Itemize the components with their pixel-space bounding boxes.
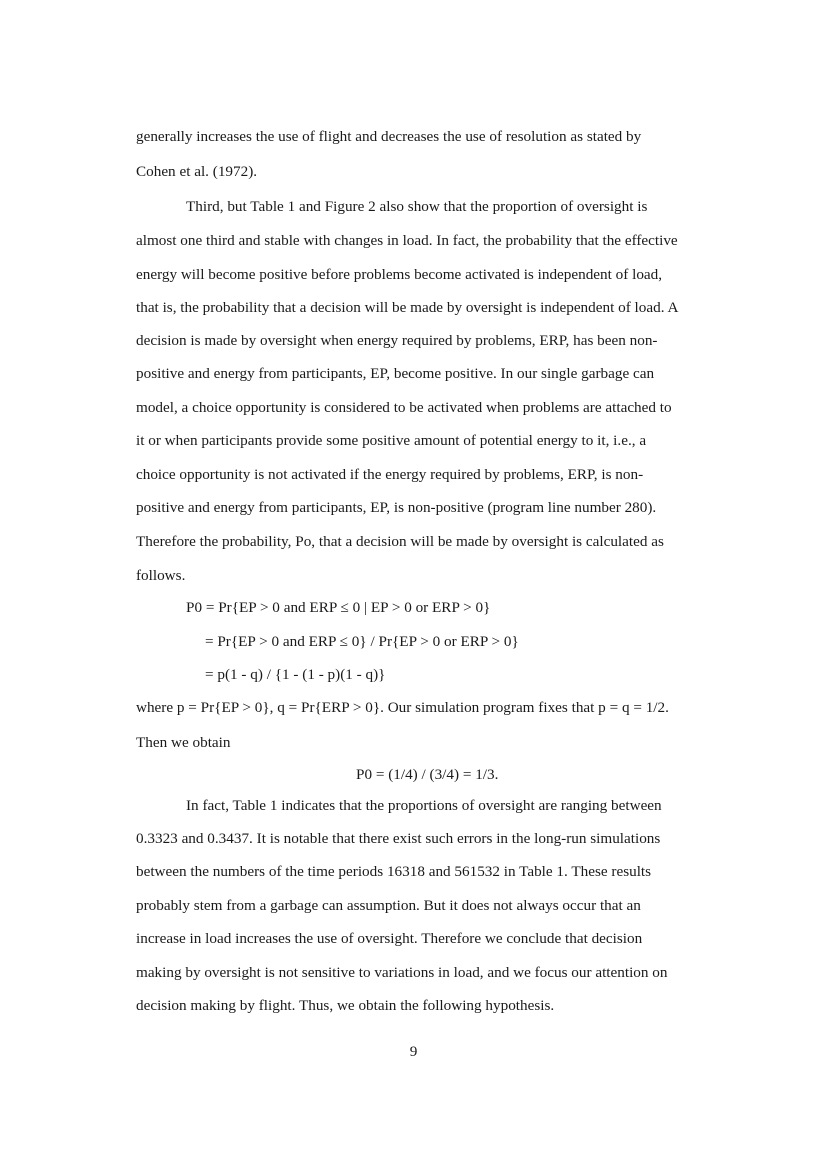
text-line: energy will become positive before problems become activated is independent of load, [136, 266, 663, 283]
equation-result: P0 = (1/4) / (3/4) = 1/3. [356, 766, 499, 783]
text-line: positive and energy from participants, EP, become positive. In our single garbage can [136, 365, 655, 382]
text-line: probably stem from a garbage can assumption. But it does not always occur that an [136, 897, 641, 914]
text-line: In fact, Table 1 indicates that the proportions of oversight are ranging between [186, 797, 662, 814]
equation-3: = p(1 - q) / {1 - (1 - p)(1 - q)} [205, 666, 386, 683]
text-line: model, a choice opportunity is considered to be activated when problems are attached to [136, 399, 672, 416]
text-line: it or when participants provide some positive amount of potential energy to it, i.e., a [136, 432, 647, 449]
text-line: Cohen et al. (1972). [136, 163, 258, 180]
text-line: that is, the probability that a decision will be made by oversight is independent of load. A [136, 299, 679, 316]
text-line: between the numbers of the time periods 16318 and 561532 in Table 1. These results [136, 863, 652, 880]
equation-2: = Pr{EP > 0 and ERP ≤ 0} / Pr{EP > 0 or ERP > 0} [205, 633, 519, 650]
equation-1: P0 = Pr{EP > 0 and ERP ≤ 0 | EP > 0 or ERP > 0} [186, 599, 491, 616]
text-line: Third, but Table 1 and Figure 2 also show that the proportion of oversight is [186, 198, 648, 215]
text-line: making by oversight is not sensitive to variations in load, and we focus our attention on [136, 964, 668, 981]
text-line: increase in load increases the use of oversight. Therefore we conclude that decision [136, 930, 643, 947]
text-line: choice opportunity is not activated if the energy required by problems, ERP, is non- [136, 466, 644, 483]
text-line: almost one third and stable with changes in load. In fact, the probability that the effective [136, 232, 678, 249]
text-line: generally increases the use of flight and decreases the use of resolution as stated by [136, 128, 642, 145]
equation-where-line: where p = Pr{EP > 0}, q = Pr{ERP > 0}. Our simulation program fixes that p = q = 1/2. [136, 699, 669, 716]
text-line: 0.3323 and 0.3437. It is notable that there exist such errors in the long-run simulations [136, 830, 661, 847]
text-line: decision is made by oversight when energy required by problems, ERP, has been non- [136, 332, 658, 349]
text-line: positive and energy from participants, EP, is non-positive (program line number 280). [136, 499, 657, 516]
text-line: decision making by flight. Thus, we obtain the following hypothesis. [136, 997, 555, 1014]
text-line: Therefore the probability, Po, that a decision will be made by oversight is calculated as [136, 533, 664, 550]
page-number: 9 [409, 1043, 418, 1060]
text-line: follows. [136, 567, 186, 584]
text-line: Then we obtain [136, 734, 231, 751]
